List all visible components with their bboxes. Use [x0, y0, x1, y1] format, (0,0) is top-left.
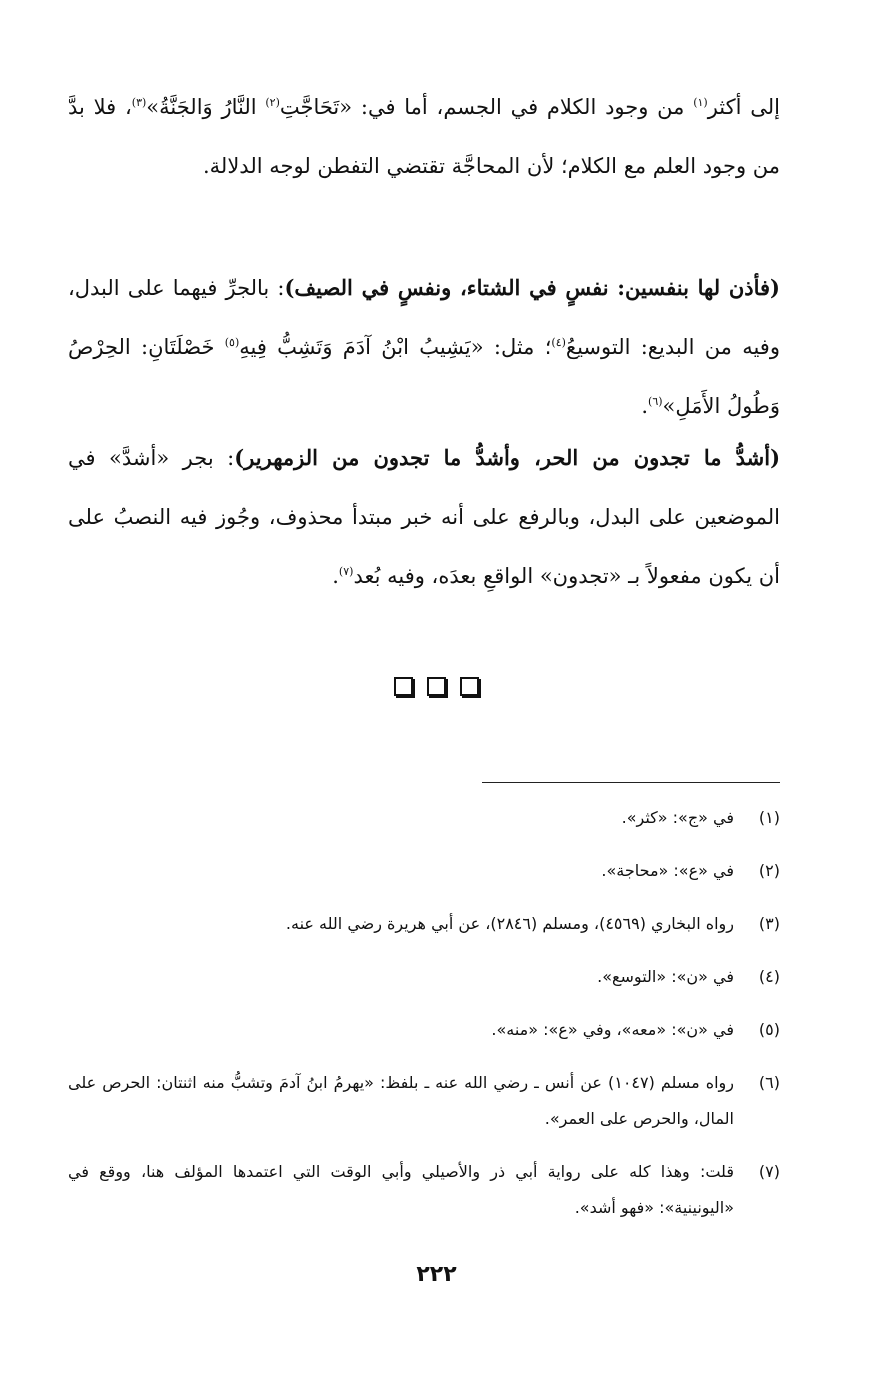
text-span: النَّارُ وَالجَنَّةُ»: [146, 95, 266, 119]
paragraph-1: [68, 78, 780, 196]
footnote-ref-2: (٢): [265, 96, 280, 109]
quoted-matn: (فأذن لها بنفسين: نفسٍ في الشتاء، ونفسٍ في الصيف): [284, 275, 780, 300]
footnote-number: (٧): [758, 1162, 780, 1181]
footnote-text: رواه مسلم (١٠٤٧) عن أنس ـ رضي الله عنه ـ بلفظ: «يهرمُ ابنُ آدمَ وتشبُّ منه اثنتان: الحرص على المال، والحرص على العمر».: [68, 1073, 734, 1128]
footnote-item: [68, 906, 780, 942]
footnote-text: في «ن»: «معه»، وفي «ع»: «منه».: [491, 1020, 734, 1039]
footnote-ref-3: (٣): [131, 96, 147, 109]
square-ornament-icon: [427, 677, 446, 696]
footnote-ref-7: (٧): [338, 565, 354, 578]
footnote-number: (٥): [758, 1020, 780, 1039]
footnote-rule: [482, 782, 780, 783]
footnote-ref-5: (٥): [224, 336, 240, 349]
text-span: : بالجرِّ فيهما على البدل، وفيه من البديع: التوسيعُ: [68, 276, 780, 359]
footnote-text: قلت: وهذا كله على رواية أبي ذر والأصيلي وأبي الوقت التي اعتمدها المؤلف هنا، ووقع في «اليونينية»: «فهو أشد».: [68, 1162, 734, 1217]
footnote-text: في «ج»: «كثر».: [621, 808, 734, 827]
text-span: ، فلا بدَّ من وجود العلم مع الكلام؛ لأن المحاجَّة تقتضي التفطن لوجه الدلالة.: [68, 95, 780, 178]
footnote-number: (٤): [758, 967, 780, 986]
footnote-item: [68, 853, 780, 889]
footnote-item: [68, 1065, 780, 1137]
footnote-ref-1: (١): [693, 96, 708, 109]
footnote-number: (٣): [758, 914, 780, 933]
footnote-ref-4: (٤): [551, 336, 566, 349]
page-number: ٢٢٢: [416, 1262, 457, 1287]
footnote-text: في «ع»: «محاجة».: [601, 861, 734, 880]
text-span: : بجر «أشدَّ» في الموضعين على البدل، وبالرفع على أنه خبر مبتدأ محذوف، وجُوز فيه النصبُ على أن يكون مفعولاً بـ «تجدون» الواقعِ بعدَه، وفيه بُعد: [68, 446, 780, 588]
text-span: من وجود الكلام في الجسم، أما في: «تَحَاجَّتِ: [279, 95, 694, 119]
footnote-text: رواه البخاري (٤٥٦٩)، ومسلم (٢٨٤٦)، عن أبي هريرة رضي الله عنه.: [285, 914, 734, 933]
paragraph-3: [68, 428, 780, 606]
footnotes: [68, 800, 780, 1243]
text-span: خَصْلَتَانِ: الحِرْصُ وَطُولُ الأَمَلِ»: [68, 335, 780, 418]
paragraph-2: [68, 258, 780, 436]
footnote-item: [68, 800, 780, 836]
footnote-number: (١): [758, 808, 780, 827]
footnote-item: [68, 959, 780, 995]
square-ornament-icon: [460, 677, 479, 696]
text-span: .: [641, 394, 649, 418]
text-span: ؛ مثل: «يَشِيبُ ابْنُ آدَمَ وَتَشِبُّ فِيهِ: [239, 335, 552, 359]
section-separator: [0, 677, 873, 700]
footnote-text: في «ن»: «التوسع».: [597, 967, 734, 986]
text-span: .: [332, 564, 339, 588]
footnote-item: [68, 1154, 780, 1226]
quoted-matn: (أشدُّ ما تجدون من الحر، وأشدُّ ما تجدون من الزمهرير): [234, 445, 781, 470]
footnote-item: [68, 1012, 780, 1048]
square-ornament-icon: [394, 677, 413, 696]
footnote-ref-6: (٦): [648, 395, 663, 408]
text-span: إلى أكثر: [707, 95, 780, 119]
footnote-number: (٢): [758, 861, 780, 880]
footnote-number: (٦): [758, 1073, 780, 1092]
